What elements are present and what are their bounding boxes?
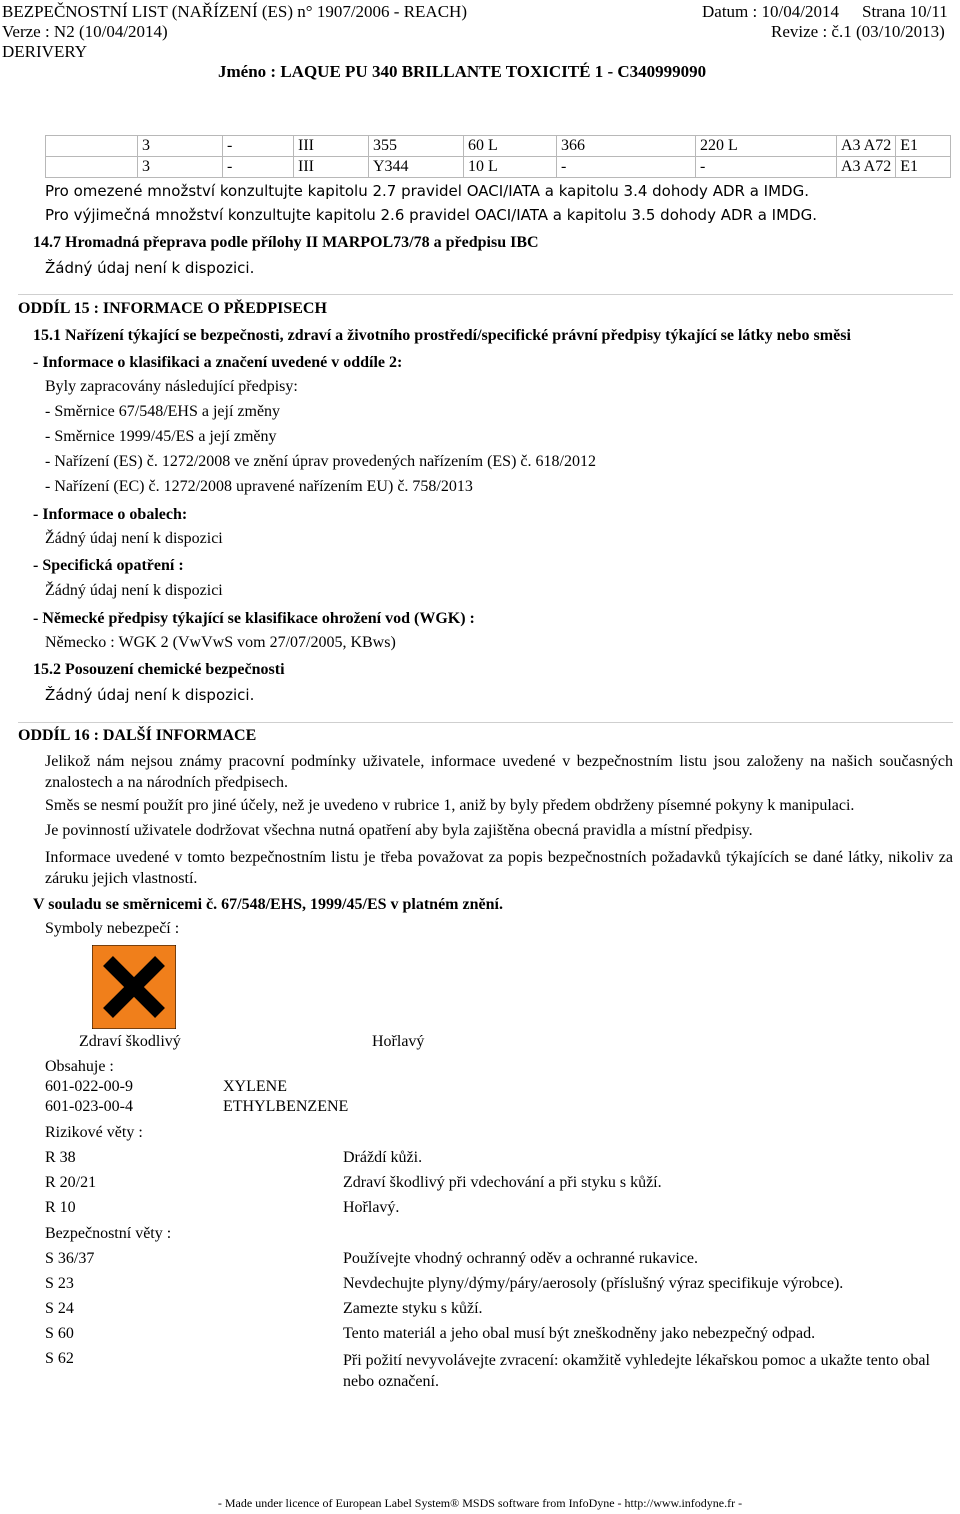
safety-phrase-code: S 60: [45, 1325, 74, 1342]
product-name: Jméno : LAQUE PU 340 BRILLANTE TOXICITÉ 1 - C340999090: [218, 62, 707, 81]
ingredient-name: XYLENE: [223, 1078, 287, 1095]
table-cell: E1: [896, 136, 951, 157]
safety-phrases-label: Bezpečnostní věty :: [45, 1225, 172, 1242]
limited-quantity-note: Pro omezené množství konzultujte kapitolu 2.7 pravidel OACI/IATA a kapitolu 3.4 dohody ADR a IMDG.: [45, 182, 809, 200]
info-paragraph: Jelikož nám nejsou známy pracovní podmínky uživatele, informace uvedené v bezpečnostním listu jsou založeny na našich současných znalostech a na národních předpisech.: [45, 753, 953, 791]
risk-phrase-text: Hořlavý.: [343, 1199, 400, 1216]
table-row: [46, 136, 951, 157]
regulations-intro: Byly zapracovány následující předpisy:: [45, 378, 298, 395]
subsection-title-14-7: 14.7 Hromadná přeprava podle přílohy II MARPOL73/78 a předpisu IBC: [33, 234, 539, 251]
info-paragraph: Směs se nesmí použít pro jiné účely, než je uvedeno v rubrice 1, aniž by byly předem obdrženy písemné pokyny k manipulaci.: [45, 797, 855, 814]
ingredient-code: 601-022-00-9: [45, 1078, 133, 1095]
section-title-16: ODDÍL 16 : DALŠÍ INFORMACE: [18, 727, 257, 744]
subsection-text: Žádný údaj není k dispozici.: [45, 686, 255, 704]
subsection-title-15-1: 15.1 Nařízení týkající se bezpečnosti, zdraví a životního prostředí/specifické právní předpisy týkající se látky nebo směsi: [33, 327, 851, 344]
table-cell: 355: [369, 136, 464, 157]
table-cell: 366: [557, 136, 696, 157]
footer-license: - Made under licence of European Label System® MSDS software from InfoDyne - http://www.infodyne.fr -: [217, 1496, 743, 1510]
safety-phrase-code: S 36/37: [45, 1250, 95, 1267]
hazard-symbols-label: Symboly nebezpečí :: [45, 920, 180, 937]
harmful-cross-icon: [92, 945, 176, 1029]
table-cell: 3: [138, 136, 223, 157]
specific-measures-text: Žádný údaj není k dispozici: [45, 582, 223, 599]
info-paragraph: Je povinností uživatele dodržovat všechna nutná opatření aby byla zajištěna obecná pravidla a místní předpisy.: [45, 822, 753, 839]
section-divider: [18, 722, 953, 723]
document-title: BEZPEČNOSTNÍ LIST (NAŘÍZENÍ (ES) n° 1907/2006 - REACH): [2, 2, 467, 21]
subsection-text: Žádný údaj není k dispozici.: [45, 259, 255, 277]
regulation-item: - Nařízení (EC) č. 1272/2008 upravené nařízením EU) č. 758/2013: [45, 478, 473, 495]
table-row: [46, 157, 951, 178]
table-cell: A3 A72: [837, 136, 896, 157]
ingredient-name: ETHYLBENZENE: [223, 1098, 349, 1115]
table-cell: 10 L: [464, 157, 557, 178]
compliance-statement: V souladu se směrnicemi č. 67/548/EHS, 1999/45/ES v platném znění.: [33, 896, 503, 913]
symbol-caption-flammable: Hořlavý: [372, 1033, 425, 1050]
risk-phrase-text: Dráždí kůži.: [343, 1149, 423, 1166]
classification-heading: - Informace o klasifikaci a značení uvedené v oddíle 2:: [33, 354, 403, 371]
regulation-item: - Směrnice 67/548/EHS a její změny: [45, 403, 281, 420]
subsection-title-15-2: 15.2 Posouzení chemické bezpečnosti: [33, 661, 285, 678]
packaging-heading: - Informace o obalech:: [33, 506, 188, 523]
risk-phrase-text: Zdraví škodlivý při vdechování a při styku s kůží.: [343, 1174, 662, 1191]
table-cell: -: [223, 136, 294, 157]
excepted-quantity-note: Pro výjimečná množství konzultujte kapitolu 2.6 pravidel OACI/IATA a kapitolu 3.5 dohody ADR a IMDG.: [45, 206, 817, 224]
safety-phrase-text: Používejte vhodný ochranný oděv a ochranné rukavice.: [343, 1250, 698, 1267]
risk-phrases-label: Rizikové věty :: [45, 1124, 143, 1141]
regulation-item: - Nařízení (ES) č. 1272/2008 ve znění úprav provedených nařízením (ES) č. 618/2012: [45, 453, 596, 470]
info-paragraph: Informace uvedené v tomto bezpečnostním listu je třeba považovat za popis bezpečnostních požadavků týkajících se dané látky, nikoliv za záruku jejich vlastností.: [45, 849, 953, 887]
document-revision: Revize : č.1 (03/10/2013): [771, 22, 945, 41]
table-cell: -: [223, 157, 294, 178]
safety-phrase-text: Nevdechujte plyny/dýmy/páry/aerosoly (příslušný výraz specifikuje výrobce).: [343, 1275, 844, 1292]
page-number: Strana 10/11: [862, 2, 948, 21]
specific-measures-heading: - Specifická opatření :: [33, 557, 184, 574]
company-name: DERIVERY: [2, 42, 87, 61]
safety-phrase-text: Při požití nevyvolávejte zvracení: okamžitě vyhledejte lékařskou pomoc a ukažte tento obal nebo označení.: [343, 1352, 930, 1390]
safety-phrase-code: S 23: [45, 1275, 74, 1292]
table-cell: III: [294, 136, 369, 157]
symbol-caption-harmful: Zdraví škodlivý: [79, 1033, 181, 1050]
table-cell: 3: [138, 157, 223, 178]
table-cell: A3 A72: [837, 157, 896, 178]
table-cell: [46, 157, 138, 178]
risk-phrase-code: R 10: [45, 1199, 76, 1216]
ingredient-code: 601-023-00-4: [45, 1098, 133, 1115]
german-regulations-heading: - Německé předpisy týkající se klasifikace ohrožení vod (WGK) :: [33, 610, 475, 627]
german-regulations-text: Německo : WGK 2 (VwVwS vom 27/07/2005, KBws): [45, 634, 396, 651]
table-cell: -: [557, 157, 696, 178]
document-version: Verze : N2 (10/04/2014): [2, 22, 168, 41]
safety-phrase-text: Tento materiál a jeho obal musí být zneškodněny jako nebezpečný odpad.: [343, 1325, 816, 1342]
contains-label: Obsahuje :: [45, 1058, 114, 1075]
safety-phrase-text: Zamezte styku s kůží.: [343, 1300, 483, 1317]
transport-table: [45, 135, 951, 178]
table-cell: E1: [896, 157, 951, 178]
safety-phrase-code: S 24: [45, 1300, 74, 1317]
packaging-text: Žádný údaj není k dispozici: [45, 530, 223, 547]
table-cell: [46, 136, 138, 157]
document-date: Datum : 10/04/2014: [702, 2, 839, 21]
table-cell: -: [696, 157, 837, 178]
safety-phrase-code: S 62: [45, 1350, 74, 1367]
risk-phrase-code: R 20/21: [45, 1174, 97, 1191]
section-title-15: ODDÍL 15 : INFORMACE O PŘEDPISECH: [18, 300, 327, 317]
risk-phrase-code: R 38: [45, 1149, 76, 1166]
regulation-item: - Směrnice 1999/45/ES a její změny: [45, 428, 277, 445]
section-divider: [18, 294, 953, 295]
table-cell: 220 L: [696, 136, 837, 157]
table-cell: III: [294, 157, 369, 178]
table-cell: Y344: [369, 157, 464, 178]
table-cell: 60 L: [464, 136, 557, 157]
